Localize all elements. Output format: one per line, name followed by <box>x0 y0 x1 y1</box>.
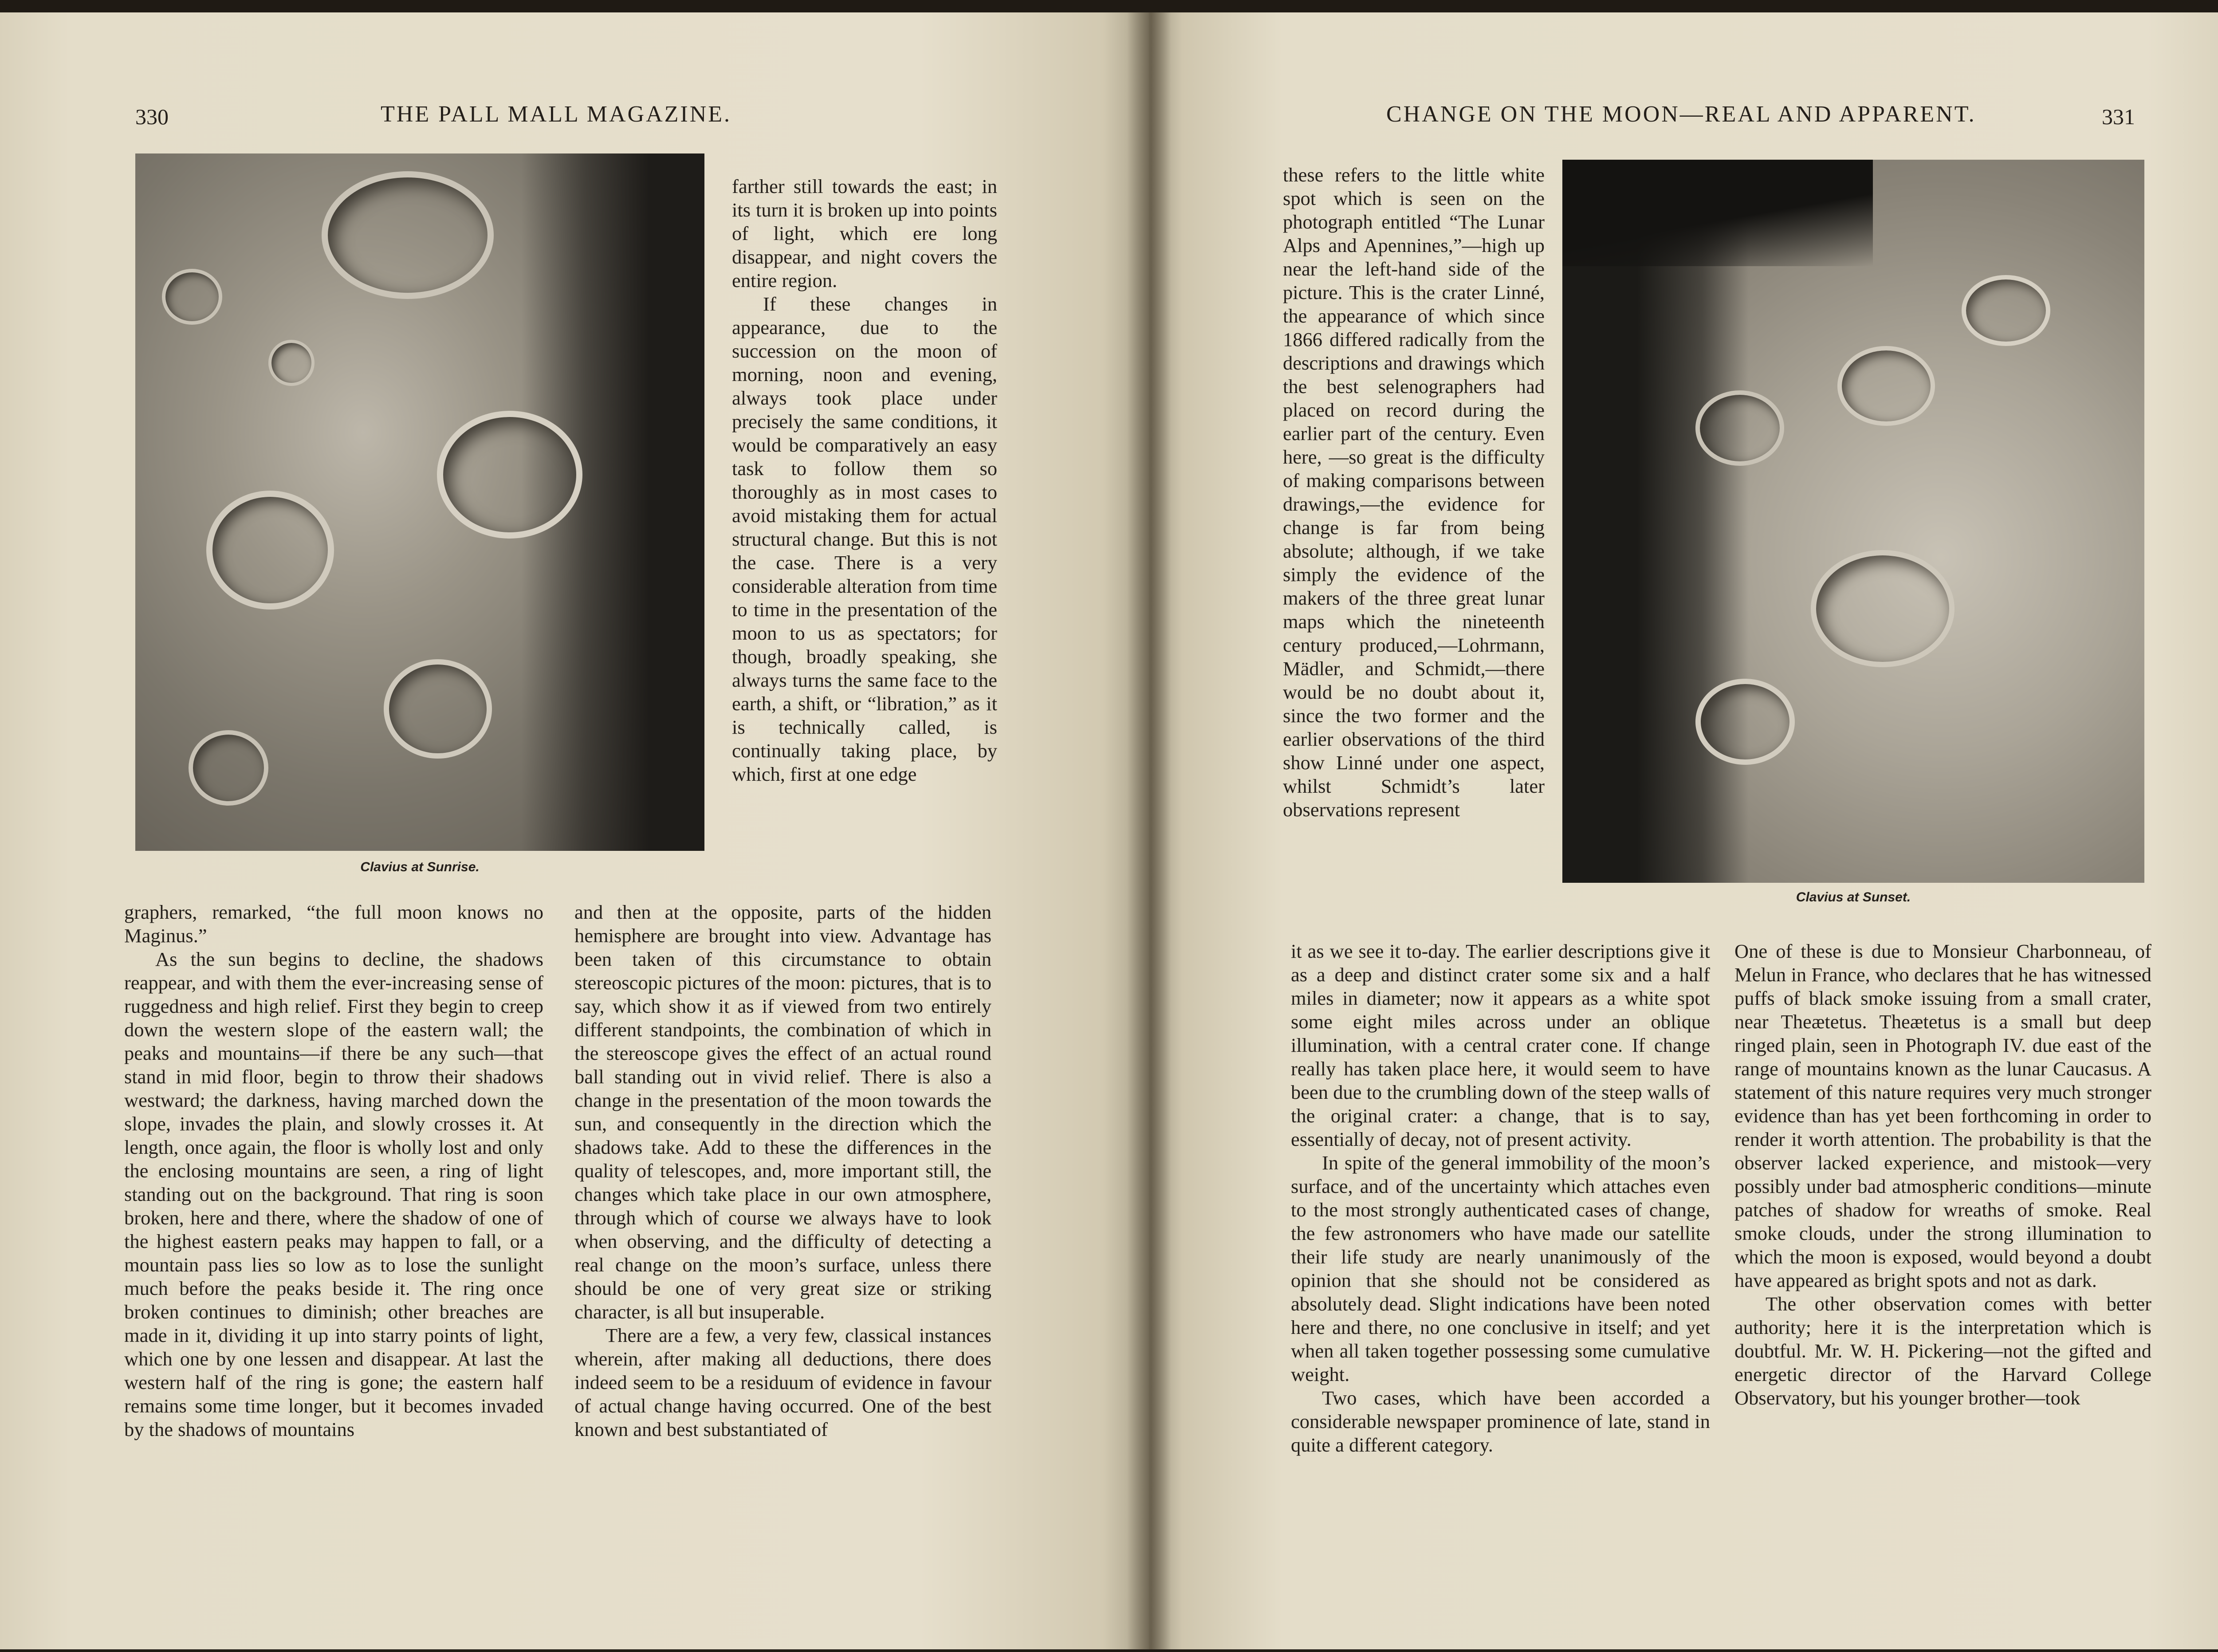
figure-caption-sunset: Clavius at Sunset. <box>1796 890 1911 905</box>
left-column-2-top <box>732 175 997 786</box>
paragraph: farther still towards the east; in its turn it is broken up into points of light, which ere long disappear, and night covers the entire region. <box>732 175 997 291</box>
right-running-head: CHANGE ON THE MOON—REAL AND APPARENT. <box>1386 102 1976 127</box>
crater-mark <box>1695 390 1784 466</box>
book-gutter <box>1127 12 1171 1649</box>
right-column-1-bottom <box>1291 940 1710 1457</box>
crater-mark <box>268 340 315 386</box>
paragraph: In spite of the general immobility of the moon’s surface, and of the uncertainty which attaches even to the most strongly authenticated cases of change, the few astronomers who have made our satellite their life study are nearly unanimously of the opinion that she should not be considered as absolutely dead. Slight indications have been noted here and there, no one conclusive in itself; and yet when all taken together possessing some cumulative weight. <box>1291 1152 1710 1385</box>
paragraph: Two cases, which have been accorded a considerable newspaper prominence of late, stand in quite a different category. <box>1291 1387 1710 1456</box>
left-running-head: THE PALL MALL MAGAZINE. <box>381 102 732 127</box>
crater-mark <box>384 659 492 759</box>
crater-mark <box>206 491 334 610</box>
left-column-2-bottom <box>574 901 991 1441</box>
crater-mark <box>162 269 222 325</box>
crater-mark <box>1695 679 1795 765</box>
crater-mark <box>437 411 582 539</box>
paragraph: graphers, remarked, “the full moon knows no Maginus.” <box>124 901 543 947</box>
crater-mark <box>322 171 494 299</box>
figure-caption-sunrise: Clavius at Sunrise. <box>360 860 480 874</box>
crater-mark <box>1962 275 2050 346</box>
left-page <box>0 12 1149 1649</box>
space-corner <box>1562 160 1873 266</box>
left-page-number: 330 <box>135 104 169 129</box>
crater-mark <box>1837 346 1935 426</box>
paragraph: As the sun begins to decline, the shadows reappear, and with them the ever-increasing sense of ruggedness and high relief. First they begin to creep down the western slope of the eastern wall; the peaks and mountains—if there be any such—that stand in mid floor, begin to throw their shadows westward; the darkness, having marched down the slope, invades the plain, and slowly crosses it. At length, once again, the floor is wholly lost and only the enclosing mountains are seen, a ring of light standing out on the background. That ring is soon broken, here and there, where the shadow of one of the highest eastern peaks may happen to fall, or a mountain pass lies so low as to lose the sunlight much before the peaks beside it. The ring once broken continues to diminish; other breaches are made in it, dividing it up into starry points of light, which one by one lessen and disappear. At last the western half of the ring is gone; the eastern half remains some time longer, but it becomes invaded by the shadows of mountains <box>124 948 543 1440</box>
right-page <box>1149 12 2218 1649</box>
right-column-1-top <box>1283 163 1545 822</box>
clavius-sunrise-photo <box>135 153 704 851</box>
crater-mark <box>1811 550 1955 667</box>
clavius-sunset-photo <box>1562 160 2144 883</box>
paragraph: If these changes in appearance, due to the succession on the moon of morning, noon and evening, always took place under precisely the same conditions, it would be comparatively an easy task to follow them so thoroughly as in most cases to avoid mistaking them for actual structural change. But this is not the case. There is a very considerable alteration from time to time in the presentation of the moon to us as spectators; for though, broadly speaking, she always turns the same face to the earth, a shift, or “libration,” as it is technically called, is continually taking place, by which, first at one edge <box>732 293 997 785</box>
paragraph: and then at the opposite, parts of the hidden hemisphere are brought into view. Advantage has been taken of this circumstance to obtain stereoscopic pictures of the moon: pictures, that is to say, which show it as if viewed from two entirely different standpoints, the combination of which in the stereoscope gives the effect of an actual round ball standing out in vivid relief. There is also a change in the presentation of the moon towards the sun, and consequently in the direction which the shadows take. Add to these the differences in the quality of telescopes, and, more important still, the changes which take place in our own atmosphere, through which of course we always have to look when observing, and the difficulty of detecting a real change on the moon’s surface, unless there should be one of very great size or striking character, is all but insuperable. <box>574 901 991 1323</box>
paragraph: these refers to the little white spot which is seen on the photograph entitled “The Lunar Alps and Apennines,”—high up near the left-hand side of the picture. This is the crater Linné, the appearance of which since 1866 differed radically from the descriptions and drawings which the best selenographers had placed on record during the earlier part of the century. Even here, —so great is the difficulty of making comparisons between drawings,—the evidence for change is far from being absolute; although, if we take simply the evidence of the makers of the three great lunar maps which the nineteenth century produced,—Lohrmann, Mädler, and Schmidt,—there would be no doubt about it, since the two former and the earlier observations of the third show Linné under one aspect, whilst Schmidt’s later observations represent <box>1283 164 1545 821</box>
paragraph: it as we see it to-day. The earlier descriptions give it as a deep and distinct crater some six and a half miles in diameter; now it appears as a white spot some eight miles across under an oblique illumination, with a central crater cone. If change really has taken place here, it would seem to have been due to the crumbling down of the steep walls of the original crater: a change, that is to say, essentially of decay, not of present activity. <box>1291 940 1710 1150</box>
night-side-shadow <box>1562 160 1749 883</box>
left-column-1-lower <box>124 901 543 1441</box>
paragraph: One of these is due to Monsieur Charbonneau, of Melun in France, who declares that he has witnessed puffs of black smoke issuing from a small crater, near Theætetus. Theætetus is a small but deep ringed plain, seen in Photograph IV. due east of the range of mountains known as the lunar Caucasus. A statement of this nature requires very much stronger evidence than has yet been forthcoming in order to render it worth attention. The probability is that the observer lacked experience, and mistook—very possibly under bad atmospheric conditions—minute patches of shadow for wreaths of smoke. Real smoke clouds, under the strong illumination to which the moon is exposed, would beyond a doubt have appeared as bright spots and not as dark. <box>1734 940 2151 1291</box>
crater-mark <box>189 730 268 806</box>
paragraph: The other observation comes with better authority; here it is the interpretation which is doubtful. Mr. W. H. Pickering—not the gifted and energetic director of the Harvard College Observatory, but his younger brother—took <box>1734 1293 2151 1409</box>
right-column-2 <box>1734 940 2151 1410</box>
paragraph: There are a few, a very few, classical instances wherein, after making all deductions, there does indeed seem to be a residuum of evidence in favour of actual change having occurred. One of the best known and best substantiated of <box>574 1324 991 1440</box>
right-page-number: 331 <box>2102 104 2135 129</box>
